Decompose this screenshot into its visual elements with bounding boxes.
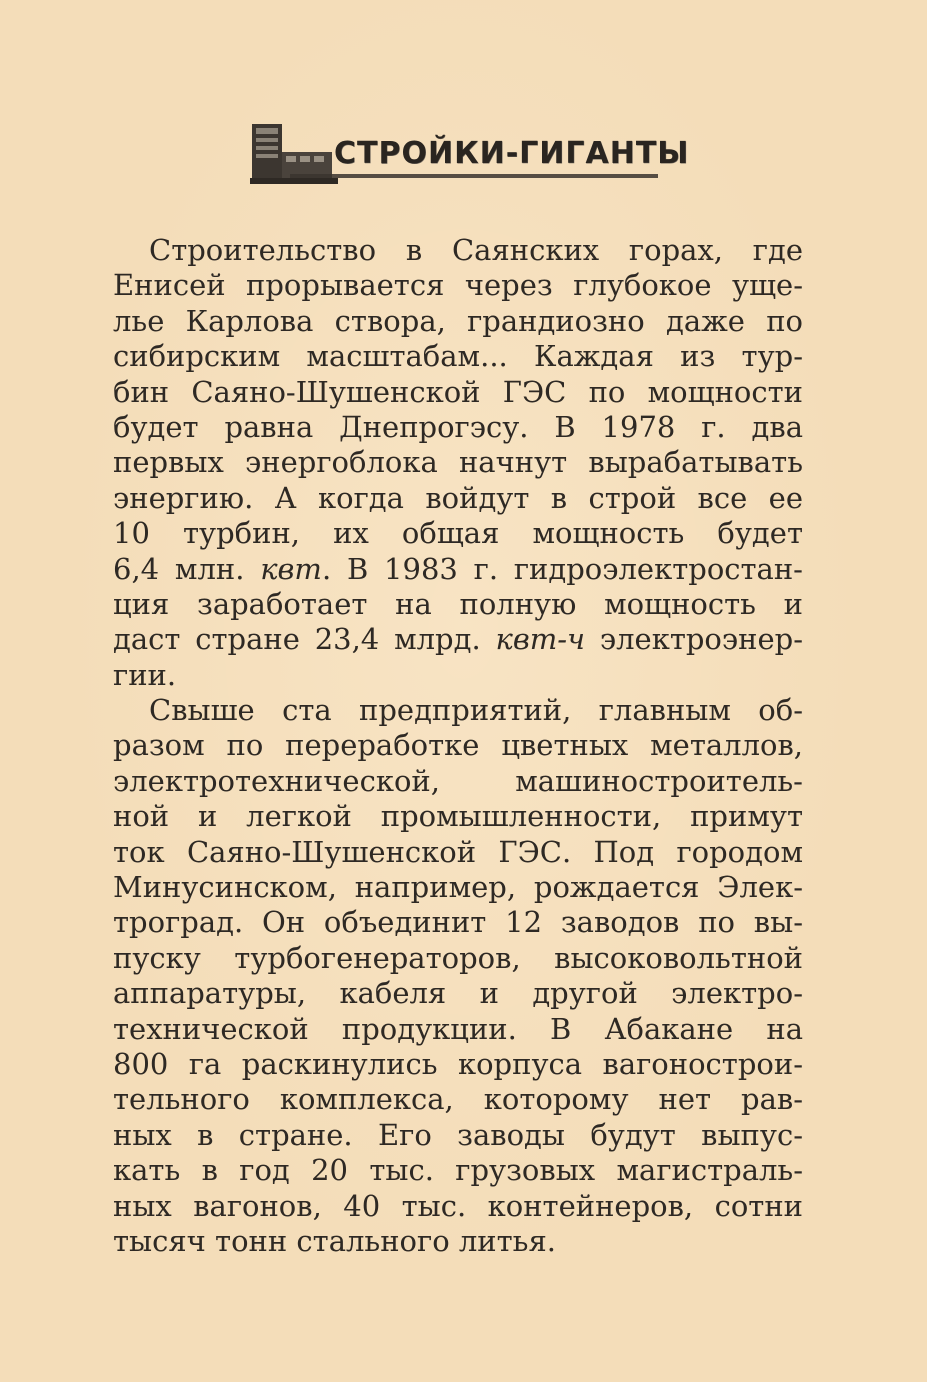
text-line: кать в год 20 тыс. грузовых магистраль- [113,1153,803,1188]
text-line: сибирским масштабам... Каждая из тур- [113,339,803,374]
unit-abbreviation: квт [260,551,322,586]
section-heading [250,118,690,188]
text-line: ной и легкой промышленности, примут [113,799,803,834]
text-line: Минусинском, например, рождается Элек- [113,870,803,905]
text-line: гии. [113,657,177,692]
section-title: СТРОЙКИ-ГИГАНТЫ [334,136,690,171]
unit-abbreviation: квт-ч [495,622,586,657]
text-line: технической продукции. В Абакане на [113,1011,803,1046]
text-line: энергию. А когда войдут в строй все ее [113,480,803,515]
text-line: Свыше ста предприятий, главным об- [149,693,803,728]
text-line: пуску турбогенераторов, высоковольтной [113,940,803,975]
text-line: 10 турбин, их общая мощность будет [113,516,803,551]
text-line: разом по переработке цветных металлов, [113,728,803,763]
text-line: ных вагонов, 40 тыс. контейнеров, сотни [113,1188,803,1223]
text-line: электротехнической, машиностроитель- [113,763,803,798]
text-line: тысяч тонн стального литья. [113,1223,556,1258]
text-line: ных в стране. Его заводы будут выпус- [113,1117,803,1152]
text-line: ция заработает на полную мощность и [113,586,803,621]
text-line: аппаратуры, кабеля и другой электро- [113,976,803,1011]
text-line: первых энергоблока начнут вырабатывать [113,445,803,480]
text-line: троград. Он объединит 12 заводов по вы- [113,905,803,940]
text-line: будет равна Днепрогэсу. В 1978 г. два [113,409,803,444]
text-line: бин Саяно-Шушенской ГЭС по мощности [113,374,803,409]
text-line: Енисей прорывается через глубокое уще- [113,268,803,303]
text-line: даст стране 23,4 млрд. квт-ч электроэнер- [113,622,803,657]
text-line: ток Саяно-Шушенской ГЭС. Под городом [113,834,803,869]
text-line: тельного комплекса, которому нет рав- [113,1082,803,1117]
text-line: 800 га раскинулись корпуса вагонострои- [113,1046,803,1081]
text-line: Строительство в Саянских горах, где [149,233,803,267]
title-underline [290,174,658,178]
text-line: лье Карлова створа, грандиозно даже по [113,303,803,338]
article-body [113,233,803,1259]
text-line: 6,4 млн. квт. В 1983 г. гидроэлектростан- [113,551,803,586]
